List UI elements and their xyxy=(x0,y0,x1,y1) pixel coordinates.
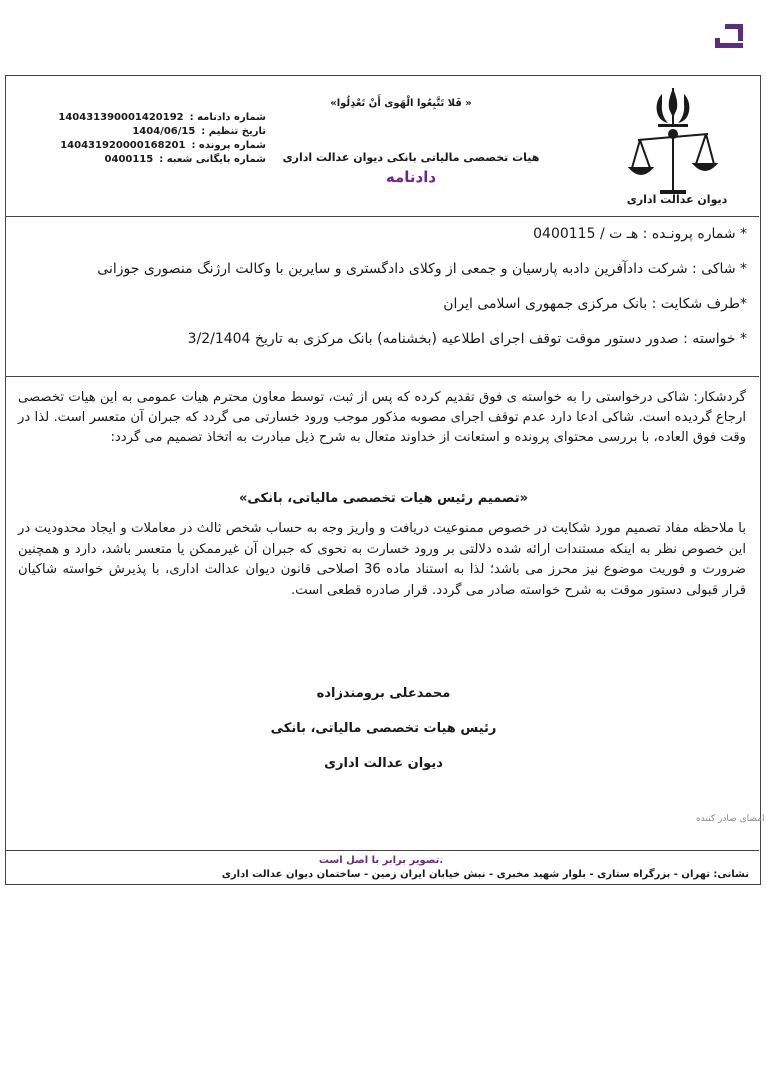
decision-title: «تصمیم رئیس هیات تخصصی مالیاتی، بانکی» xyxy=(239,491,528,506)
meta-label: شماره پرونده : xyxy=(191,140,266,151)
meta-issue-date xyxy=(132,125,266,139)
case-request: * خواسته : صدور دستور موقت توقف اجرای اطلاعیه (بخشنامه) بانک مرکزی به تاریخ 3/2/1404 xyxy=(187,331,747,347)
certified-copy-note: تصویر برابر با اصل است. xyxy=(318,855,444,866)
court-address: نشانی: تهران - بزرگراه ستاری - بلوار شهید مخبری - نبش خیابان ایران زمین - ساختمان دیوان عدالت اداری xyxy=(221,869,749,880)
signer-label: امضای صادر کننده xyxy=(696,814,765,824)
document-footer xyxy=(6,850,759,885)
meta-file-number xyxy=(60,139,266,153)
meta-archive-number xyxy=(105,153,266,167)
signer-name: محمدعلی برومندزاده xyxy=(316,686,451,701)
meta-verdict-number xyxy=(58,111,266,125)
meta-label: شماره دادنامه : xyxy=(189,112,266,123)
meta-label: شماره بایگانی شعبه : xyxy=(159,154,266,165)
meta-value: 140431920000168201 xyxy=(60,140,186,151)
case-metadata xyxy=(26,111,266,167)
case-summary: گردشکار: شاکی درخواستی را به خواسته ی فوق تقدیم کرده که پس از ثبت، توسط معاون محترم هیات عمومی به این هیات تخصصی ارجاع گردیده است. شاکی ادعا دارد عدم توقف اجرای مصوبه مذکور موجب ورود خسارتی می گردد که جبران آن متعسر است. لذا در وقت فوق العاده، با بررسی محتوای پرونده و استعانت از خداوند متعال به شرح ذیل مبادرت به اتخاذ تصمیم می گردد: xyxy=(18,390,746,445)
meta-value: 0400115 xyxy=(104,154,154,165)
case-details xyxy=(6,218,759,377)
meta-value: 1404/06/15 xyxy=(132,126,196,137)
verdict-document xyxy=(5,75,765,885)
verdict-title: دادنامه xyxy=(385,168,437,186)
meta-value: 140431390001420192 xyxy=(58,112,184,123)
signer-organization: دیوان عدالت اداری xyxy=(324,756,443,771)
quran-verse: «فَلا تَتَّبِعُوا الْهَوی أَنْ تَعْدِلُوا » xyxy=(330,98,472,109)
decision-text: با ملاحظه مفاد تصمیم مورد شکایت در خصوص ممنوعیت دریافت و واریز وجه به حساب شخص ثالث در معاملات و ایجاد محدودیت در این خصوص نظر به اینکه مستندات ارائه شده دلالتی بر ورود خسارت به نحوی که جبران آن غیرممکن یا متعسر باشد، دارد و همچنین ضرورت و فوریت موضوع نیز محرز می باشد؛ لذا به استناد ماده 36 اصلاحی قانون دیوان عدالت اداری، با پذیرش خواسته شاکیان قرار قبولی دستور موقت به شرح خواسته صادر می گردد. قرار صادره قطعی است. xyxy=(18,521,747,598)
case-plaintiff: * شاکی : شرکت دادآفرین دادبه پارسیان و جمعی از وکلای دادگستری و سایرین با وکالت ارژنگ منصوری جوزانی xyxy=(97,261,747,277)
case-defendant: *طرف شکایت : بانک مرکزی جمهوری اسلامی ایران xyxy=(443,296,747,312)
case-file-number: * شماره پرونـده : هـ ت / 0400115 xyxy=(533,226,747,242)
signer-position: رئیس هیات تخصصی مالیاتی، بانکی xyxy=(270,721,497,736)
iran-emblem-scales-icon xyxy=(628,82,718,198)
document-header xyxy=(6,76,759,217)
brand-logo-icon xyxy=(712,18,746,52)
board-title: هیات تخصصی مالیاتی بانکی دیوان عدالت اداری xyxy=(282,151,540,164)
meta-label: تاریخ تنظیم : xyxy=(201,126,266,137)
court-name: دیوان عدالت اداری xyxy=(626,193,728,206)
